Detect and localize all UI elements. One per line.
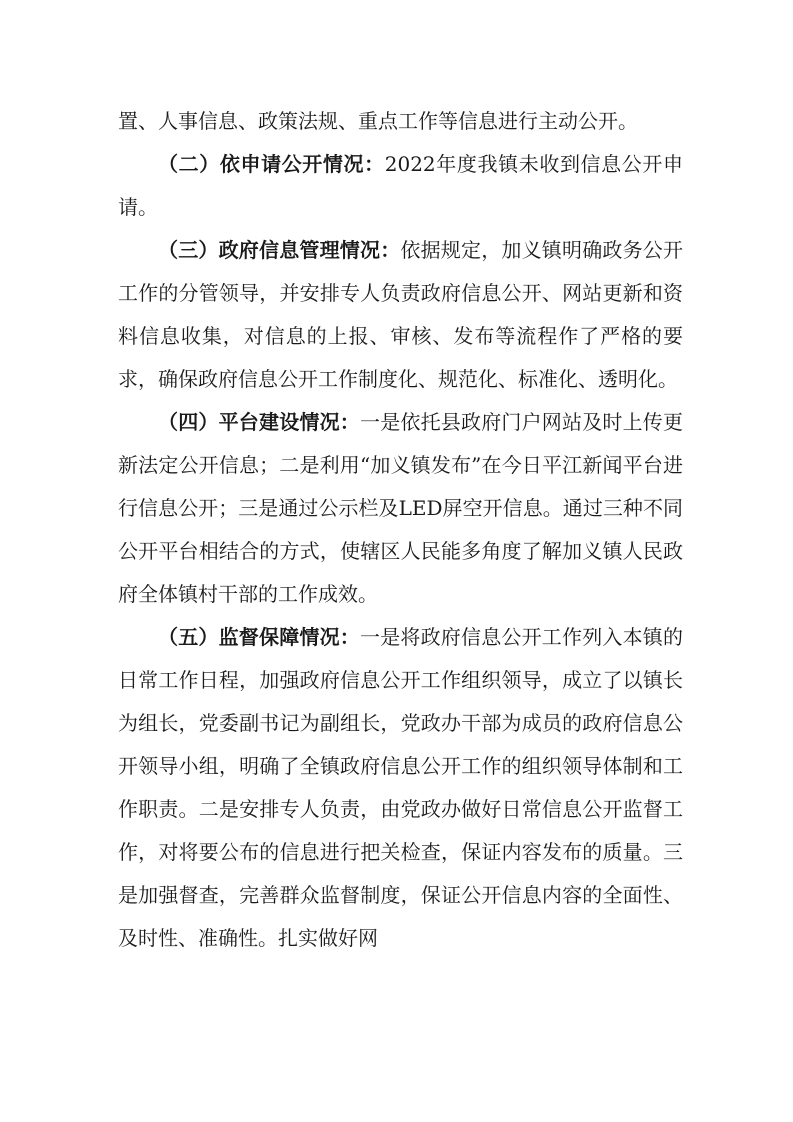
paragraph-text: 一是依托县政府门户网站及时上传更新法定公开信息；二是利用“加义镇发布”在今日平江新闻平台进行信息公开；三是通过公示栏及LED屏空开信息。通过三种不同公开平台相结合的方式，使辖区人民能多角度了解加义镇人民政府全体镇村干部的工作成效。 xyxy=(118,410,683,606)
paragraph-text: 一是将政府信息公开工作列入本镇的日常工作日程，加强政府信息公开工作组织领导，成立了以镇长为组长，党委副书记为副组长，党政办干部为成员的政府信息公开领导小组，明确了全镇政府信息公开工作的组织领导体制和工作职责。二是安排专人负责，由党政办做好日常信息公开监督工作，对将要公布的信息进行把关检查，保证内容发布的质量。三是加强督查，完善群众监督制度，保证公开信息内容的全面性、及时性、准确性。扎实做好网 xyxy=(118,625,683,950)
paragraph-platform-construction xyxy=(118,401,683,616)
paragraph-apply-disclosure xyxy=(118,143,683,229)
document-body xyxy=(118,100,683,960)
section-heading: （三）政府信息管理情况： xyxy=(158,238,401,262)
section-heading: （五）监督保障情况： xyxy=(158,625,360,649)
paragraph-text: 依据规定，加义镇明确政务公开工作的分管领导，并安排专人负责政府信息公开、网站更新和资料信息收集，对信息的上报、审核、发布等流程作了严格的要求，确保政府信息公开工作制度化、规范化、标准化、透明化。 xyxy=(118,238,684,391)
paragraph-text: 置、人事信息、政策法规、重点工作等信息进行主动公开。 xyxy=(118,109,638,133)
section-heading: （二）依申请公开情况： xyxy=(158,152,385,176)
paragraph-text: 2022年度我镇未收到信息公开申请。 xyxy=(118,152,684,219)
section-heading: （四）平台建设情况： xyxy=(158,410,360,434)
paragraph-info-management xyxy=(118,229,683,401)
paragraph-supervision xyxy=(118,616,683,960)
paragraph-continuation xyxy=(118,100,683,143)
